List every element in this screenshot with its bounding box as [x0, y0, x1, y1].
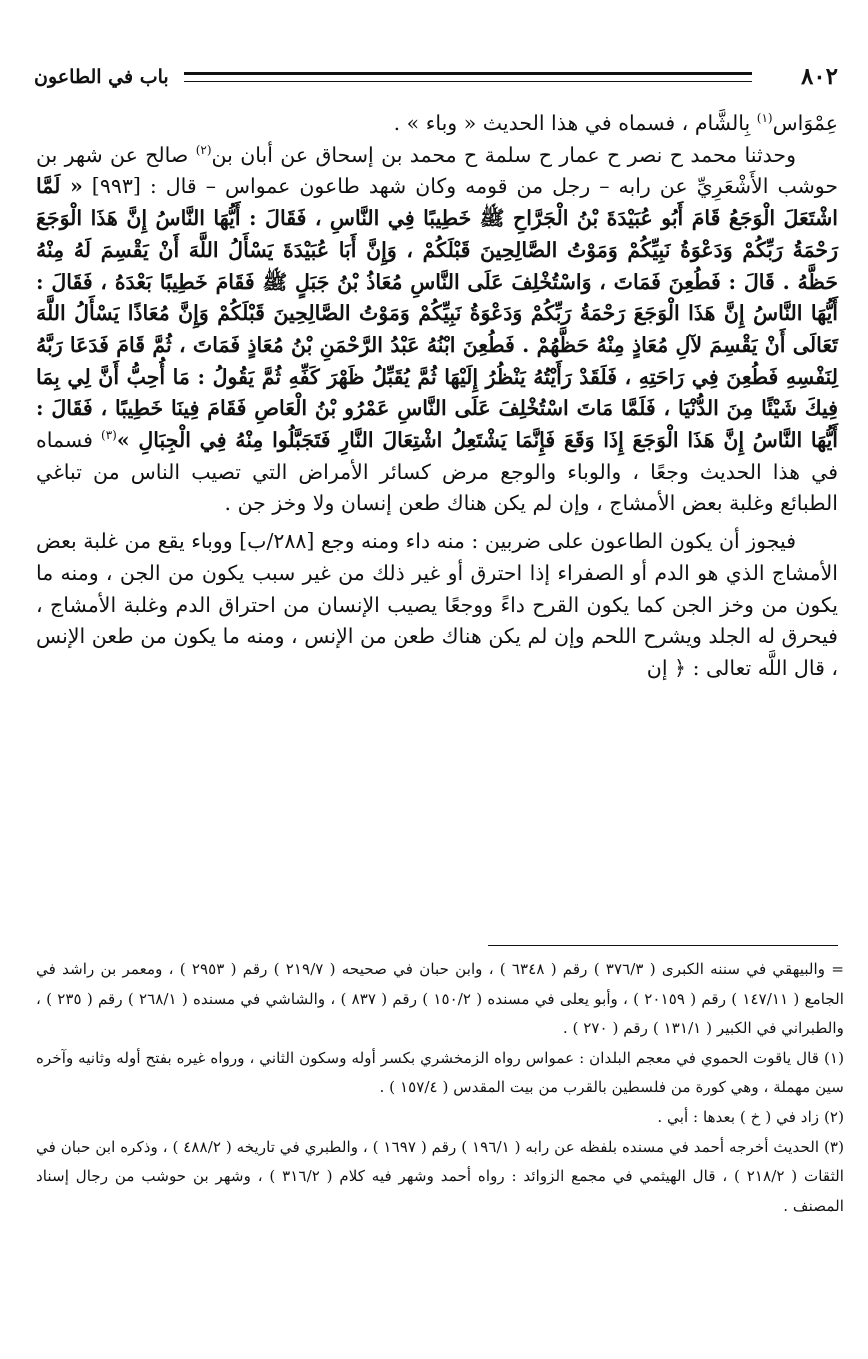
- footnotes: [36, 955, 844, 1221]
- hadith-quote: « لَمَّا اشْتَعَلَ الْوَجَعُ قَامَ أَبُو عُبَيْدَةَ بْنُ الْجَرَّاحِ ﷺ خَطِيبًا فِي النَّاسِ ، فَقَالَ : أَيُّهَا النَّاسُ إِنَّ هَذَا الْوَجَعَ رَحْمَةُ رَبِّكُمْ وَدَعْوَةُ نَبِيِّكُمْ وَمَوْتُ الصَّالِحِينَ قَبْلَكُمْ ، وَإِنَّ أَبَا عُبَيْدَةَ يَسْأَلُ اللَّهَ أَنْ يَقْسِمَ لَهُ مِنْهُ حَظَّهُ . قَالَ : فَطُعِنَ فَمَاتَ ، وَاسْتُخْلِفَ عَلَى النَّاسِ مُعَاذُ بْنُ جَبَلٍ ﷺ فَقَامَ خَطِيبًا بَعْدَهُ ، فَقَالَ : أَيُّهَا النَّاسُ إِنَّ هَذَا الْوَجَعَ رَحْمَةُ رَبِّكُمْ وَدَعْوَةُ نَبِيِّكُمْ وَمَوْتُ الصَّالِحِينَ قَبْلَكُمْ وَإِنَّ مُعَاذًا يَسْأَلُ اللَّهَ تَعَالَى أَنْ يَقْسِمَ لآلِ مُعَاذٍ مِنْهُ حَظَّهُمْ . فَطُعِنَ ابْنُهُ عَبْدُ الرَّحْمَنِ بْنُ مُعَاذٍ فَمَاتَ ، ثُمَّ قَامَ فَدَعَا رَبَّهُ لِنَفْسِهِ فَطُعِنَ فِي رَاحَتِهِ ، فَلَقَدْ رَأَيْتُهُ يَنْظُرُ إِلَيْهَا ثُمَّ يُقَبِّلُ ظَهْرَ كَفِّهِ ثُمَّ يَقُولُ : مَا أُحِبُّ أَنَّ لِي بِمَا فِيكَ شَيْئًا مِنَ الدُّنْيَا ، فَلَمَّا مَاتَ اسْتُخْلِفَ عَلَى النَّاسِ عَمْرُو بْنُ الْعَاصِ فَقَامَ فِينَا خَطِيبًا ، فَقَالَ : أَيُّهَا النَّاسُ إِنَّ هَذَا الْوَجَعَ إِذَا وَقَعَ فَإِنَّمَا يَشْتَعِلُ اشْتِعَالَ النَّارِ فَتَجَبَّلُوا مِنْهُ فِي الْجِبَالِ »: [36, 174, 838, 453]
- page-number: ٨٠٢: [800, 63, 838, 90]
- footnote-separator: [488, 945, 838, 946]
- footnote-ref-1: (١): [756, 111, 773, 126]
- header-rule: [184, 72, 752, 82]
- paragraph-1-text: بِالشَّام ، فسماه في هذا الحديث « وباء » .: [393, 111, 757, 135]
- footnote-3: (٣) الحديث أخرجه أحمد في مسنده بلفظه عن رابه ( ١٩٦/١ ) رقم ( ١٦٩٧ ) ، والطبري في تاريخه ( ٤٨٨/٢ ) ، وذكره ابن حبان في الثقات ( ٢١٨/٢ ) ، قال الهيثمي في مجمع الزوائد : رواه أحمد وشهر فيه كلام ( ٣١٦/٢ ) ، وشهر بن حوشب من رجال إسناد المصنف .: [36, 1137, 844, 1215]
- footnote-continuation: = والبيهقي في سننه الكبرى ( ٣٧٦/٣ ) رقم ( ٦٣٤٨ ) ، وابن حبان في صحيحه ( ٢١٩/٧ ) رقم ( ٢٩٥٣ ) ، ومعمر بن راشد في الجامع ( ١٤٧/١١ ) رقم ( ٢٠١٥٩ ) ، وأبو يعلى في مسنده ( ١٥٠/٢ ) رقم ( ٨٣٧ ) ، والشاشي في مسنده ( ٢٦٨/١ ) رقم ( ٢٣٥ ) ، والطبراني في الكبير ( ١٣١/١ ) رقم ( ٢٧٠ ) .: [36, 960, 845, 1038]
- chapter-title: باب في الطاعون: [34, 66, 169, 88]
- isnad-text-a: وحدثنا محمد ح نصر ح عمار ح سلمة ح محمد بن إسحاق عن أبان بن: [211, 142, 796, 167]
- paragraph-2: [36, 140, 838, 520]
- commentary-text: فسماه في هذا الحديث وجعًا ، والوباء والوجع مرض كسائر الأمراض التي تصيب الناس من تباغي الطبائع وغلبة بعض الأمشاج ، وإن لم يكن هناك طعن إنسان ولا وخز جن .: [36, 428, 838, 516]
- main-text: [36, 108, 838, 685]
- paragraph-1: [36, 108, 838, 140]
- running-header: [34, 62, 838, 96]
- place-name: عِمْوَاس: [772, 111, 838, 135]
- footnote-ref-2: (٢): [195, 142, 212, 157]
- paragraph-3: فيجوز أن يكون الطاعون على ضربين : منه داء ومنه وجع [٢٨٨/ب] ووباء يقع من غلبة بعض الأمشاج الذي هو الدم أو الصفراء إذا احترق أو غير ذلك من غير سبب يكون من الجن ، ومنه ما يكون من وخز الجن كما يكون القرح داءً ووجعًا يصيب الإنسان من احتراق الدم وغلبة الأمشاج ، فيحرق له الجلد ويشرح اللحم وإن لم يكن هناك طعن من الإنس ، ومنه ما يكون من طعن الإنس ، قال اللَّه تعالى : ﴿ إن: [36, 529, 838, 680]
- footnote-2: (٢) زاد في ( خ ) بعدها : أبي .: [657, 1107, 844, 1126]
- footnote-ref-3: (٣): [101, 428, 117, 443]
- isnad-text-b: صالح عن شهر بن حوشب الأَشْعَرِيِّ عن رابه – رجل من قومه وكان شهد طاعون عمواس – قال : [٩٩٣]: [36, 142, 839, 199]
- footnote-1: (١) قال ياقوت الحموي في معجم البلدان : عمواس رواه الزمخشري بكسر أوله وسكون الثاني ، ورواه غيره بفتح أوله وثانيه وآخره سين مهملة ، وهي كورة من فلسطين بالقرب من بيت المقدس ( ١٥٧/٤ ) .: [36, 1048, 844, 1097]
